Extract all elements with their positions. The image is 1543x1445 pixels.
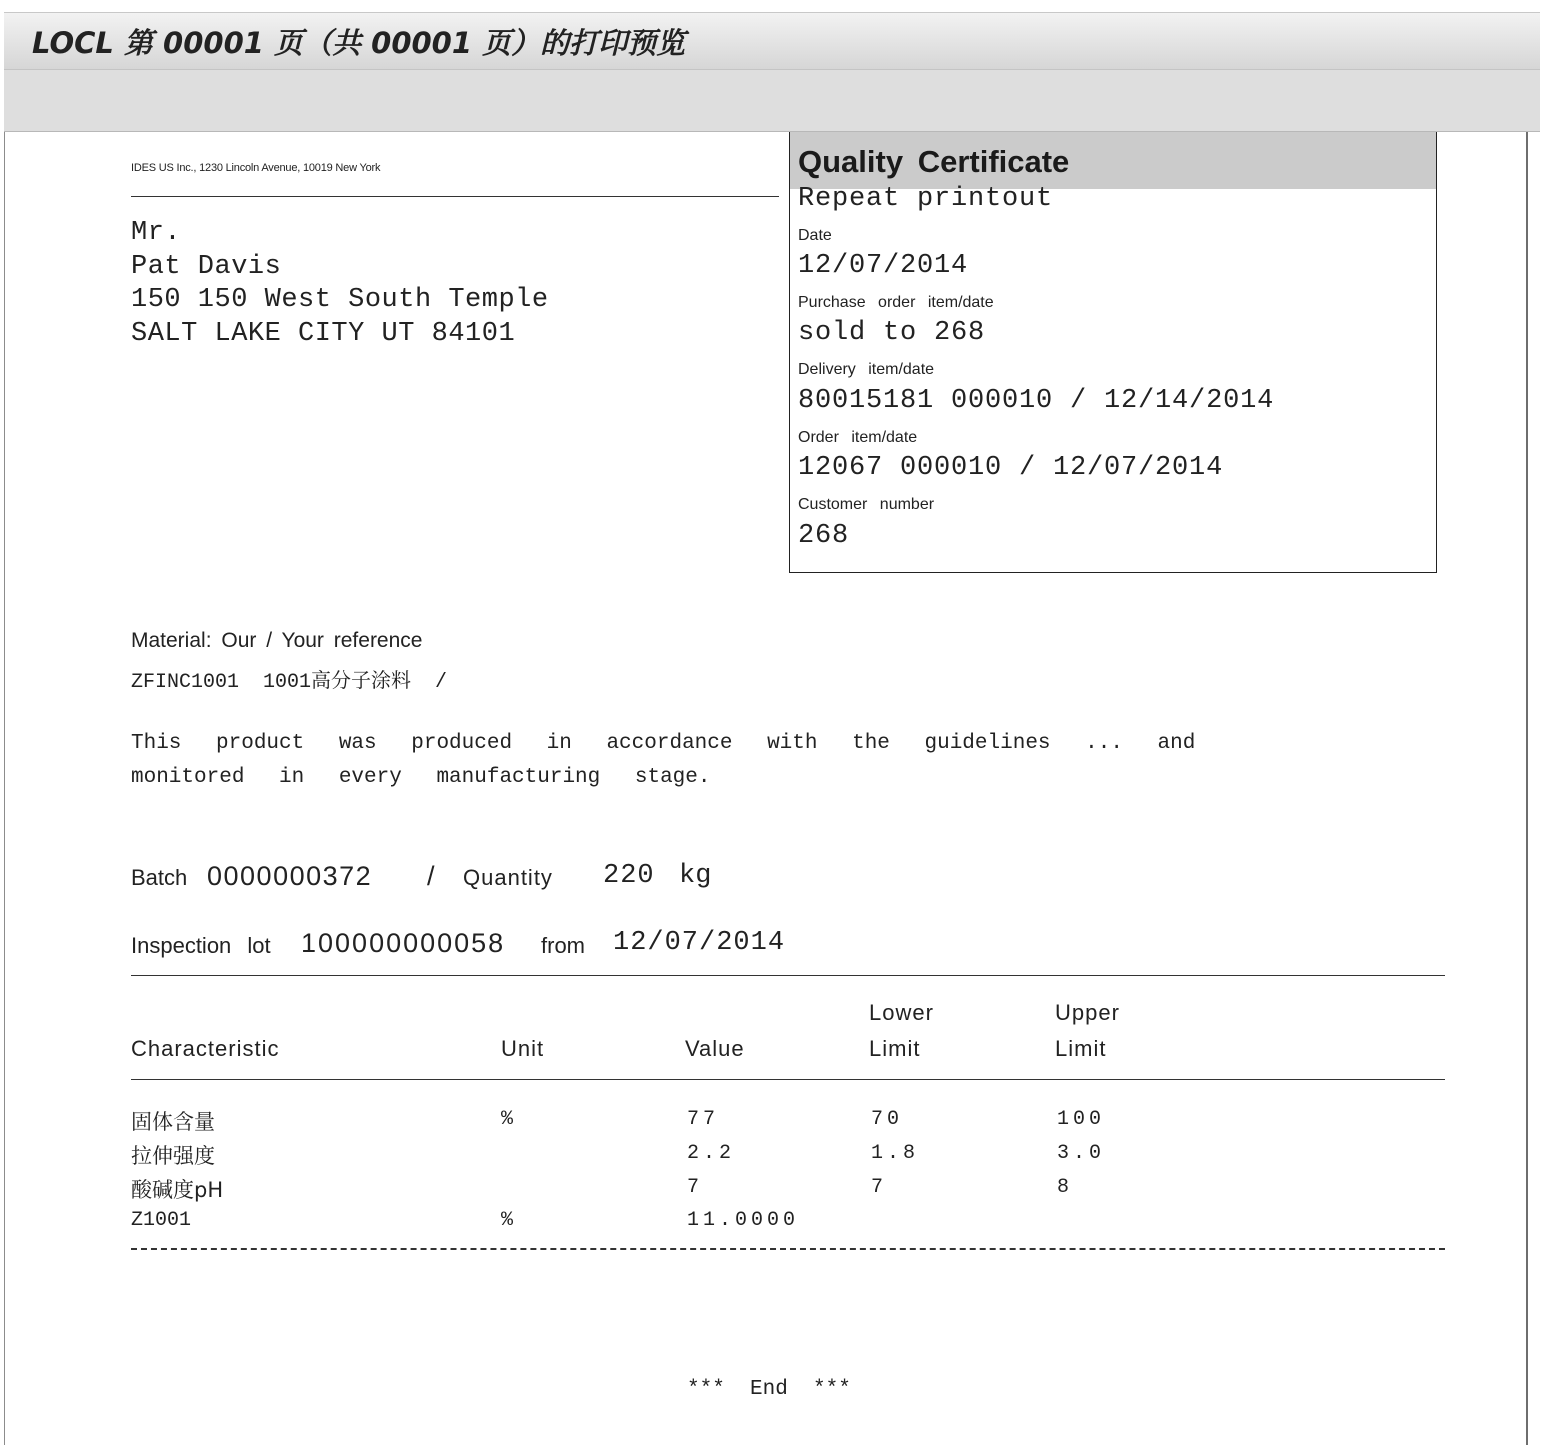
purchase-order-value: sold to 268 — [798, 318, 986, 348]
table-header-rule — [131, 1079, 1445, 1080]
address-salutation: Mr. — [131, 218, 182, 248]
row-3-characteristic: 酸碱度pH — [131, 1178, 224, 1202]
order-label: Order item/date — [798, 429, 918, 446]
certificate-info-box — [789, 132, 1437, 573]
statement-line-1: This product was produced in accordance with the guidelines ... and — [131, 732, 1196, 755]
sender-divider — [131, 196, 779, 197]
row-2-lower: 1.8 — [871, 1142, 920, 1165]
header-upper-top: Upper — [1055, 1000, 1120, 1025]
inspection-from-label: from — [541, 933, 585, 958]
inspection-date: 12/07/2014 — [613, 928, 786, 958]
row-1-upper: 100 — [1057, 1108, 1106, 1131]
header-lower-bottom: Limit — [869, 1036, 921, 1061]
row-4-characteristic: Z1001 — [131, 1209, 192, 1232]
sender-line: IDES US Inc., 1230 Lincoln Avenue, 10019 New York — [131, 162, 381, 174]
header-unit: Unit — [501, 1036, 545, 1061]
material-value: ZFINC1001 1001高分子涂料 / — [131, 671, 448, 694]
row-1-value: 77 — [687, 1108, 720, 1131]
row-4-unit: % — [501, 1209, 518, 1232]
inspection-lot-number: 100000000058 — [301, 928, 506, 958]
header-characteristic: Characteristic — [131, 1036, 280, 1061]
end-marker: *** End *** — [687, 1378, 851, 1401]
header-value: Value — [685, 1036, 745, 1061]
table-bottom-rule — [131, 1248, 1445, 1250]
date-label: Date — [798, 227, 832, 244]
quantity-unit: kg — [679, 861, 712, 891]
inspection-lot-label: Inspection lot — [131, 933, 271, 958]
window-title: LOCL 第 00001 页（共 00001 页）的打印预览 — [32, 26, 686, 60]
title-bar — [4, 12, 1540, 70]
material-label: Material: Our / Your reference — [131, 629, 423, 652]
customer-number-label: Customer number — [798, 496, 935, 513]
row-3-lower: 7 — [871, 1176, 888, 1199]
address-name: Pat Davis — [131, 252, 282, 282]
statement-line-2: monitored in every manufacturing stage. — [131, 766, 711, 789]
row-1-characteristic: 固体含量 — [131, 1110, 215, 1134]
row-4-value: 11.0000 — [687, 1209, 800, 1232]
batch-separator: / — [427, 861, 435, 891]
delivery-label: Delivery item/date — [798, 361, 935, 378]
delivery-value: 80015181 000010 / 12/14/2014 — [798, 386, 1275, 416]
certificate-title: Quality Certificate — [798, 144, 1070, 179]
row-1-unit: % — [501, 1108, 518, 1131]
header-lower-top: Lower — [869, 1000, 934, 1025]
row-3-value: 7 — [687, 1176, 704, 1199]
address-city: SALT LAKE CITY UT 84101 — [131, 319, 516, 349]
quantity-value: 220 — [603, 861, 655, 891]
quantity-label: Quantity — [463, 865, 553, 890]
toolbar — [4, 70, 1540, 132]
batch-value: 0000000372 — [207, 861, 373, 891]
batch-label: Batch — [131, 865, 188, 890]
customer-number-value: 268 — [798, 521, 850, 551]
row-2-characteristic: 拉伸强度 — [131, 1144, 215, 1168]
certificate-subtitle: Repeat printout — [798, 184, 1054, 214]
document-page — [4, 132, 1528, 1445]
purchase-order-label: Purchase order item/date — [798, 294, 994, 311]
row-3-upper: 8 — [1057, 1176, 1074, 1199]
row-1-lower: 70 — [871, 1108, 904, 1131]
row-2-value: 2.2 — [687, 1142, 736, 1165]
date-value: 12/07/2014 — [798, 251, 969, 281]
certificate-header — [790, 132, 1436, 189]
order-value: 12067 000010 / 12/07/2014 — [798, 453, 1224, 483]
address-street: 150 150 West South Temple — [131, 285, 549, 315]
table-top-rule — [131, 975, 1445, 976]
row-2-upper: 3.0 — [1057, 1142, 1106, 1165]
header-upper-bottom: Limit — [1055, 1036, 1107, 1061]
